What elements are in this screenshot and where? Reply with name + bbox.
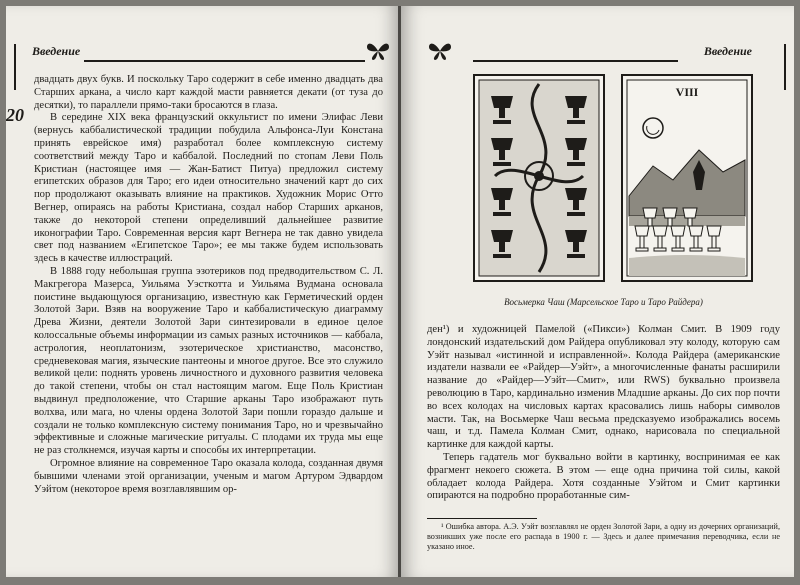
card-number: VIII [675, 85, 699, 99]
rider-scene-image [623, 76, 751, 280]
header-title: Введение [32, 44, 81, 58]
page-number: 20 [6, 105, 24, 125]
rider-eight-of-cups-card [621, 74, 753, 282]
paragraph: В середине XIX века французский оккультист по имени Элифас Леви (вернусь каббалистической традиции побудила Альфонса-Луи Констана принять еврейское имя) разработал более комплексную систему соответствий между Таро и каббалой. Последний по стопам Леви Поль Кристиан (настоящее имя — Жан-Батист Питуа) предложил систему египетских образов для Таро; его идеи относительно значений карт до сих пор продолжают оказывать влияние на практиков. Художник Морис Отто Вегнер, опираясь на работы Кристиана, создал набор Старших арканов, также до некоторой степени определивший дальнейшее развитие иконографии Таро. Современная версия карт Вегнера не так давно увидела свет под названием «Египетское Таро»; ее мы также будем использовать здесь в качестве иллюстраций. [34, 112, 383, 265]
paragraph: В 1888 году небольшая группа эзотериков под предводительством С. Л. Макгрегора Мазерса, Уильяма Уэсткотта и Уильяма Вудмана основала поистине выдающуюся организацию, известную как Герметический орден Золотой Зари. Взяв на вооружение Таро и каббалистическую диаграмму Древа Жизни, деятели Золотой Зари синтезировали в единое целое колоссальные объемы информации из самых разных источников — каббала, астрология, неоплатонизм, эзотерическое христианство, масонство, средневековая магия, языческие пантеоны и многое другое. Все это служило великой цели: поднять уровень личностного и духовного развития человека до такой степени, чтобы он стал настоящим магом. Еще Поль Кристиан выдвинул предположение, что Старшие арканы Таро изображают путь волхва, или мага, но члены ордена Золотой Зари пошли гораздо дальше и создали не только комплексную систему понимания Таро, но и чрезвычайно эффективные и сложные магические ритуалы. С плодами их труда мы еще не раз столкнемся, изучая карты и способы их интерпретации. [34, 265, 383, 457]
footnote [427, 522, 780, 552]
body-text-right [427, 324, 780, 503]
figure-caption: Восьмерка Чаш (Марсельское Таро и Таро Райдера) [504, 297, 703, 307]
header-rule [84, 60, 365, 62]
footnote-rule [427, 518, 537, 519]
header-rule [473, 60, 678, 62]
edge-ornament [14, 44, 26, 90]
right-page [401, 6, 794, 577]
marseille-eight-of-cups-card [473, 74, 605, 282]
paragraph: двадцать двух букв. И поскольку Таро содержит в себе именно двадцать два Старших аркана, а число карт каждой масти равняется декати (от туза до десятки), то параллели прямо-таки бросаются в глаза. [34, 74, 383, 111]
header-title: Введение [703, 44, 752, 58]
running-header-right [427, 44, 786, 64]
paragraph: Огромное влияние на современное Таро оказала колода, созданная двумя бывшими членами этой организации, ученым и магом Артуром Эдвардом Уэйтом (некоторое время возглавлявшим ор- [34, 457, 383, 495]
body-text-left [34, 74, 383, 496]
cups-pattern-image [475, 76, 603, 280]
left-page [6, 6, 399, 577]
running-header-left [32, 44, 391, 64]
footnote-text: ¹ Ошибка автора. А.Э. Уэйт возглавлял не орден Золотой Зари, а одну из дочерних организаций, возникших уже после его распада в 1900 г. — Здесь и далее примечания переводчика, если не указано иное. [427, 522, 780, 551]
butterfly-icon [365, 40, 391, 62]
butterfly-icon [427, 40, 453, 62]
tarot-illustration [465, 74, 761, 282]
paragraph: Теперь гадатель мог буквально войти в картинку, воспринимая ее как фрагмент некоего сюжета. В этом — еще одна причина той силы, какой обладает колода Райдера. Хотя созданные Уэйтом и Смит картинки опираются на подробно проработанные сим- [427, 451, 780, 502]
paragraph: ден¹) и художницей Памелой («Пикси») Колман Смит. В 1909 году лондонский издательский дом Райдера опубликовал эту колоду, которую сам Уэйт называл «истинной и исправленной». Колода Райдера (американские издатели назвали ее «Райдер—Уэйт», а многочисленные фанаты расширили название до «Райдер—Уэйт—Смит», или RWS) буквально произвела революцию в Таро, кардинально изменив Младшие арканы. До сих пор почти во всех колодах на числовых картах красовались лишь наборы символов масти. Так, на Восьмерке Чаш весьма предсказуемо изображались восемь чаш, и т.д. Памела Колман Смит, однако, нарисовала по специальной картинке для каждой карты. [427, 324, 780, 451]
